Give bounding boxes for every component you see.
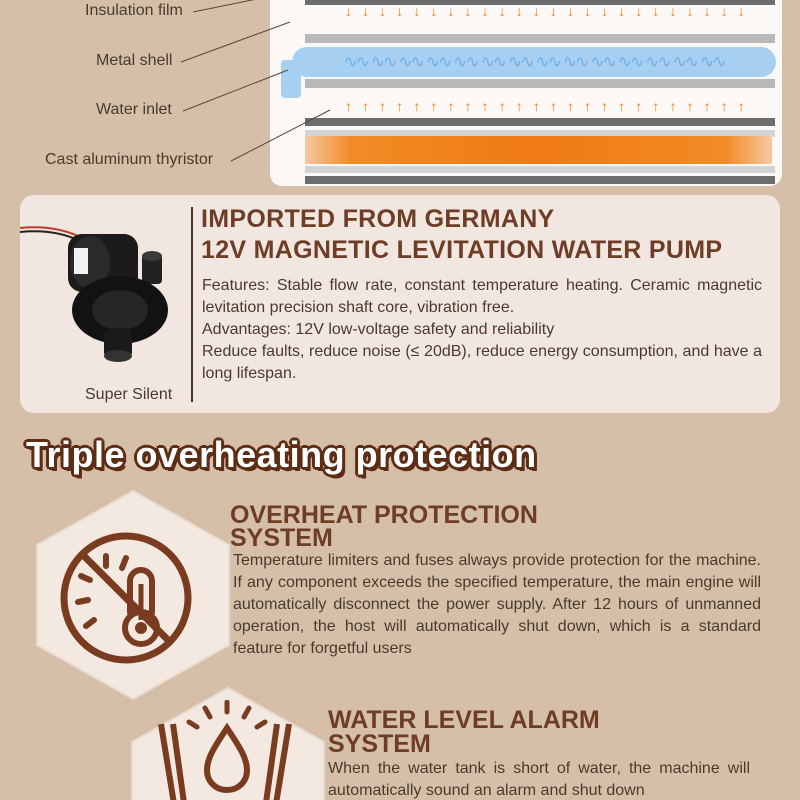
wave-icon: ∿∿ [562,52,588,71]
wave-icon: ∿∿ [645,52,670,71]
wave-icon: ∿∿ [590,52,615,71]
down-arrow-icon: ↓ [652,3,660,19]
water-level-description: When the water tank is short of water, the machine will automatically sound an alarm and shut down [328,760,750,799]
up-arrow-icon: ↑ [737,98,745,114]
up-arrow-icon: ↑ [532,98,540,114]
down-arrow-icon: ↓ [379,3,387,19]
down-arrow-icon: ↓ [464,3,472,19]
pump-reduce-text: Reduce faults, reduce noise (≤ 20dB), reduce energy consumption, and have a long lifespan. [202,343,762,382]
up-arrow-icon: ↑ [515,98,523,114]
down-arrow-icon: ↓ [430,3,438,19]
down-arrow-icon: ↓ [703,3,711,19]
pump-title-line1: IMPORTED FROM GERMANY [201,205,555,233]
leader-metal-shell [181,22,290,62]
wave-icon: ∿∿ [398,52,423,71]
up-arrow-icon: ↑ [549,98,557,114]
down-arrow-icon: ↓ [669,3,677,19]
up-arrow-icon: ↑ [447,98,455,114]
wave-icon: ∿∿ [343,52,368,71]
up-arrow-icon: ↑ [430,98,438,114]
down-arrow-icon: ↓ [362,3,370,19]
label-thyristor: Cast aluminum thyristor [45,151,214,168]
up-arrow-icon: ↑ [379,98,387,114]
down-arrow-icon: ↓ [447,3,455,19]
up-arrow-icon: ↑ [396,98,404,114]
pump-divider [191,207,193,402]
up-arrow-icon: ↑ [567,98,575,114]
down-arrow-icon: ↓ [686,3,694,19]
pump-title-line2: 12V MAGNETIC LEVITATION WATER PUMP [201,236,723,264]
wave-icon: ∿∿ [535,52,560,71]
up-arrow-icon: ↑ [498,98,506,114]
wave-icon: ∿∿ [672,52,698,71]
down-arrow-icon: ↓ [737,3,745,19]
wave-icon: ∿∿ [507,52,533,71]
up-arrow-icon: ↑ [345,98,352,114]
down-arrow-icon: ↓ [481,3,489,19]
up-arrow-icon: ↑ [601,98,609,114]
water-level-title-line2: SYSTEM [328,730,431,758]
up-arrow-icon: ↑ [584,98,592,114]
down-arrow-icon: ↓ [635,3,643,19]
leader-thyristor [231,110,330,161]
pump-advantages-text: Advantages: 12V low-voltage safety and reliability [202,321,555,338]
water-pump-image [20,218,185,368]
overheat-description: Temperature limiters and fuses always provide protection for the machine. If any component exceeds the specified temperature, the main engine will automatically disconnect the power supply. After 12 hours of unmanned operation, the host will automatically shut down, which is a standard feature for forgetful users [233,552,761,657]
water-level-icon [155,700,295,800]
up-arrow-icon: ↑ [481,98,489,114]
up-arrow-icon: ↑ [618,98,626,114]
wave-icon: ∿∿ [453,52,478,71]
leader-water-inlet [183,70,288,111]
leader-lines [0,0,800,200]
up-arrow-icon: ↑ [635,98,643,114]
up-arrow-icon: ↑ [703,98,711,114]
overheat-title-line1: OVERHEAT PROTECTION [230,501,538,529]
overheat-title-line2: SYSTEM [230,524,333,552]
label-metal-shell: Metal shell [96,52,173,69]
label-insulation-film: Insulation film [85,2,183,19]
up-arrow-icon: ↑ [686,98,694,114]
down-arrow-icon: ↓ [549,3,557,19]
down-arrow-icon: ↓ [345,3,352,19]
down-arrow-icon: ↓ [498,3,506,19]
pump-features-text: Features: Stable flow rate, constant temperature heating. Ceramic magnetic levitation precision shaft core, vibration free. [202,277,762,316]
up-arrow-icon: ↑ [720,98,728,114]
leader-insulation [193,0,262,12]
up-arrow-icon: ↑ [669,98,677,114]
down-arrow-icon: ↓ [532,3,540,19]
down-arrow-icon: ↓ [515,3,523,19]
wave-icon: ∿∿ [480,52,506,71]
down-arrow-icon: ↓ [618,3,626,19]
up-arrow-icon: ↑ [413,98,421,114]
section-heading: Triple overheating protection [26,434,537,475]
no-overheat-icon [56,528,196,668]
down-arrow-icon: ↓ [601,3,609,19]
up-arrow-icon: ↑ [362,98,370,114]
down-arrow-icon: ↓ [413,3,421,19]
up-arrow-icon: ↑ [464,98,472,114]
pump-description [202,275,762,385]
wave-icon: ∿∿ [699,52,725,71]
up-arrow-icon: ↑ [652,98,660,114]
down-arrow-icon: ↓ [567,3,575,19]
wave-icon: ∿∿ [617,52,643,71]
down-arrow-icon: ↓ [584,3,592,19]
pump-caption: Super Silent [85,386,173,403]
down-arrow-icon: ↓ [396,3,404,19]
wave-icon: ∿∿ [425,52,451,71]
down-arrow-icon: ↓ [720,3,728,19]
water-level-title-line1: WATER LEVEL ALARM [328,706,600,734]
wave-icon: ∿∿ [370,52,396,71]
label-water-inlet: Water inlet [96,101,172,118]
